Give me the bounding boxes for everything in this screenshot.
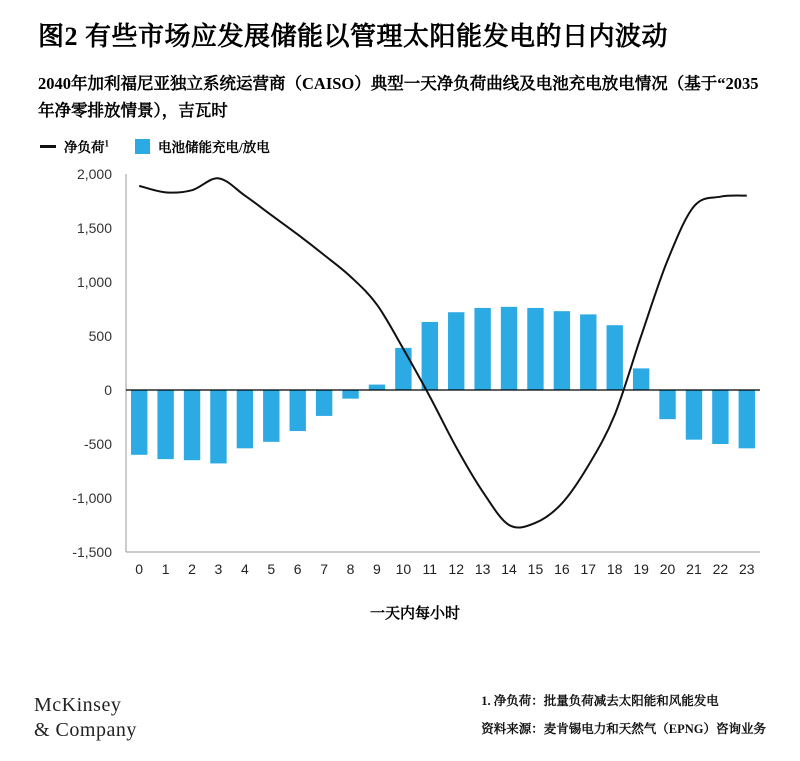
y-tick-label: -500 bbox=[83, 436, 112, 453]
x-tick-label: 16 bbox=[554, 561, 570, 578]
logo-line-2: & Company bbox=[34, 719, 137, 741]
chart-legend bbox=[40, 136, 766, 156]
bar bbox=[659, 390, 675, 419]
legend-label-net-load: 净负荷$^1$ bbox=[64, 138, 109, 156]
x-axis-title: 一天内每小时 bbox=[369, 606, 460, 623]
x-tick-label: 4 bbox=[240, 561, 249, 578]
x-tick-label: 21 bbox=[686, 561, 702, 578]
bar bbox=[210, 390, 226, 463]
bar bbox=[316, 390, 332, 416]
x-tick-label: 15 bbox=[527, 561, 544, 578]
y-tick-label: 1,000 bbox=[76, 274, 112, 291]
bar bbox=[633, 369, 649, 391]
bar bbox=[501, 307, 517, 390]
chart-area bbox=[34, 160, 774, 600]
bar bbox=[448, 312, 464, 390]
bar bbox=[739, 390, 755, 448]
x-tick-label: 12 bbox=[448, 561, 464, 578]
legend-label-battery: 电池储能充电/放电 bbox=[158, 140, 270, 156]
bar bbox=[131, 390, 147, 455]
bar bbox=[527, 308, 543, 390]
bar-swatch-icon bbox=[135, 139, 150, 154]
bar bbox=[686, 390, 702, 440]
y-tick-label: 500 bbox=[88, 328, 112, 345]
bar bbox=[237, 390, 253, 448]
x-tick-label: 9 bbox=[373, 561, 381, 578]
x-tick-label: 10 bbox=[395, 561, 412, 578]
source-note: 资料来源：麦肯锡电力和天然气（EPNG）咨询业务 bbox=[481, 721, 766, 736]
x-tick-label: 1 bbox=[161, 561, 170, 578]
bar bbox=[422, 322, 438, 390]
page-footer bbox=[34, 688, 766, 743]
x-tick-label: 23 bbox=[739, 561, 755, 578]
footnotes bbox=[481, 688, 766, 743]
y-tick-label: 1,500 bbox=[76, 220, 112, 237]
page-title: 图2 有些市场应发展储能以管理太阳能发电的日内波动 bbox=[38, 22, 669, 51]
logo-line-1: McKinsey bbox=[34, 694, 122, 716]
y-tick-label: -1,000 bbox=[72, 490, 112, 507]
x-tick-label: 6 bbox=[293, 561, 302, 578]
net-load-line bbox=[139, 178, 747, 527]
legend-item-net-load bbox=[40, 136, 109, 156]
x-tick-label: 8 bbox=[346, 561, 355, 578]
bar bbox=[474, 308, 490, 390]
footnote-1: 1. 净负荷：批量负荷减去太阳能和风能发电 bbox=[481, 694, 719, 708]
bar bbox=[395, 348, 411, 390]
bar bbox=[712, 390, 728, 444]
bar bbox=[580, 315, 596, 391]
x-tick-label: 11 bbox=[422, 561, 438, 578]
bar bbox=[157, 390, 173, 459]
x-tick-label: 22 bbox=[712, 561, 729, 578]
x-tick-label: 13 bbox=[474, 561, 491, 578]
bar bbox=[554, 311, 570, 390]
chart-subtitle: 2040年加利福尼亚独立系统运营商（CAISO）典型一天净负荷曲线及电池充电放电情况（基于“2035年净零排放情景），吉瓦时 bbox=[38, 73, 759, 120]
legend-item-battery bbox=[135, 136, 270, 156]
x-tick-label: 7 bbox=[320, 561, 329, 578]
y-tick-label: 2,000 bbox=[76, 166, 112, 183]
bar bbox=[369, 385, 385, 390]
x-tick-label: 14 bbox=[501, 561, 517, 578]
x-tick-label: 2 bbox=[188, 561, 196, 578]
x-tick-label: 19 bbox=[633, 561, 649, 578]
bar bbox=[263, 390, 279, 442]
x-tick-label: 20 bbox=[659, 561, 676, 578]
bar bbox=[342, 390, 358, 399]
x-tick-label: 17 bbox=[580, 561, 597, 578]
chart-svg bbox=[34, 160, 774, 600]
mckinsey-logo bbox=[34, 693, 137, 743]
line-swatch-icon bbox=[40, 145, 56, 148]
bar bbox=[184, 390, 200, 460]
y-tick-label: -1,500 bbox=[72, 544, 112, 561]
x-tick-label: 0 bbox=[135, 561, 144, 578]
x-tick-label: 18 bbox=[606, 561, 623, 578]
y-tick-label: 0 bbox=[104, 382, 112, 399]
bar bbox=[290, 390, 306, 431]
bar bbox=[607, 325, 623, 390]
x-tick-label: 5 bbox=[267, 561, 276, 578]
x-tick-label: 3 bbox=[214, 561, 223, 578]
